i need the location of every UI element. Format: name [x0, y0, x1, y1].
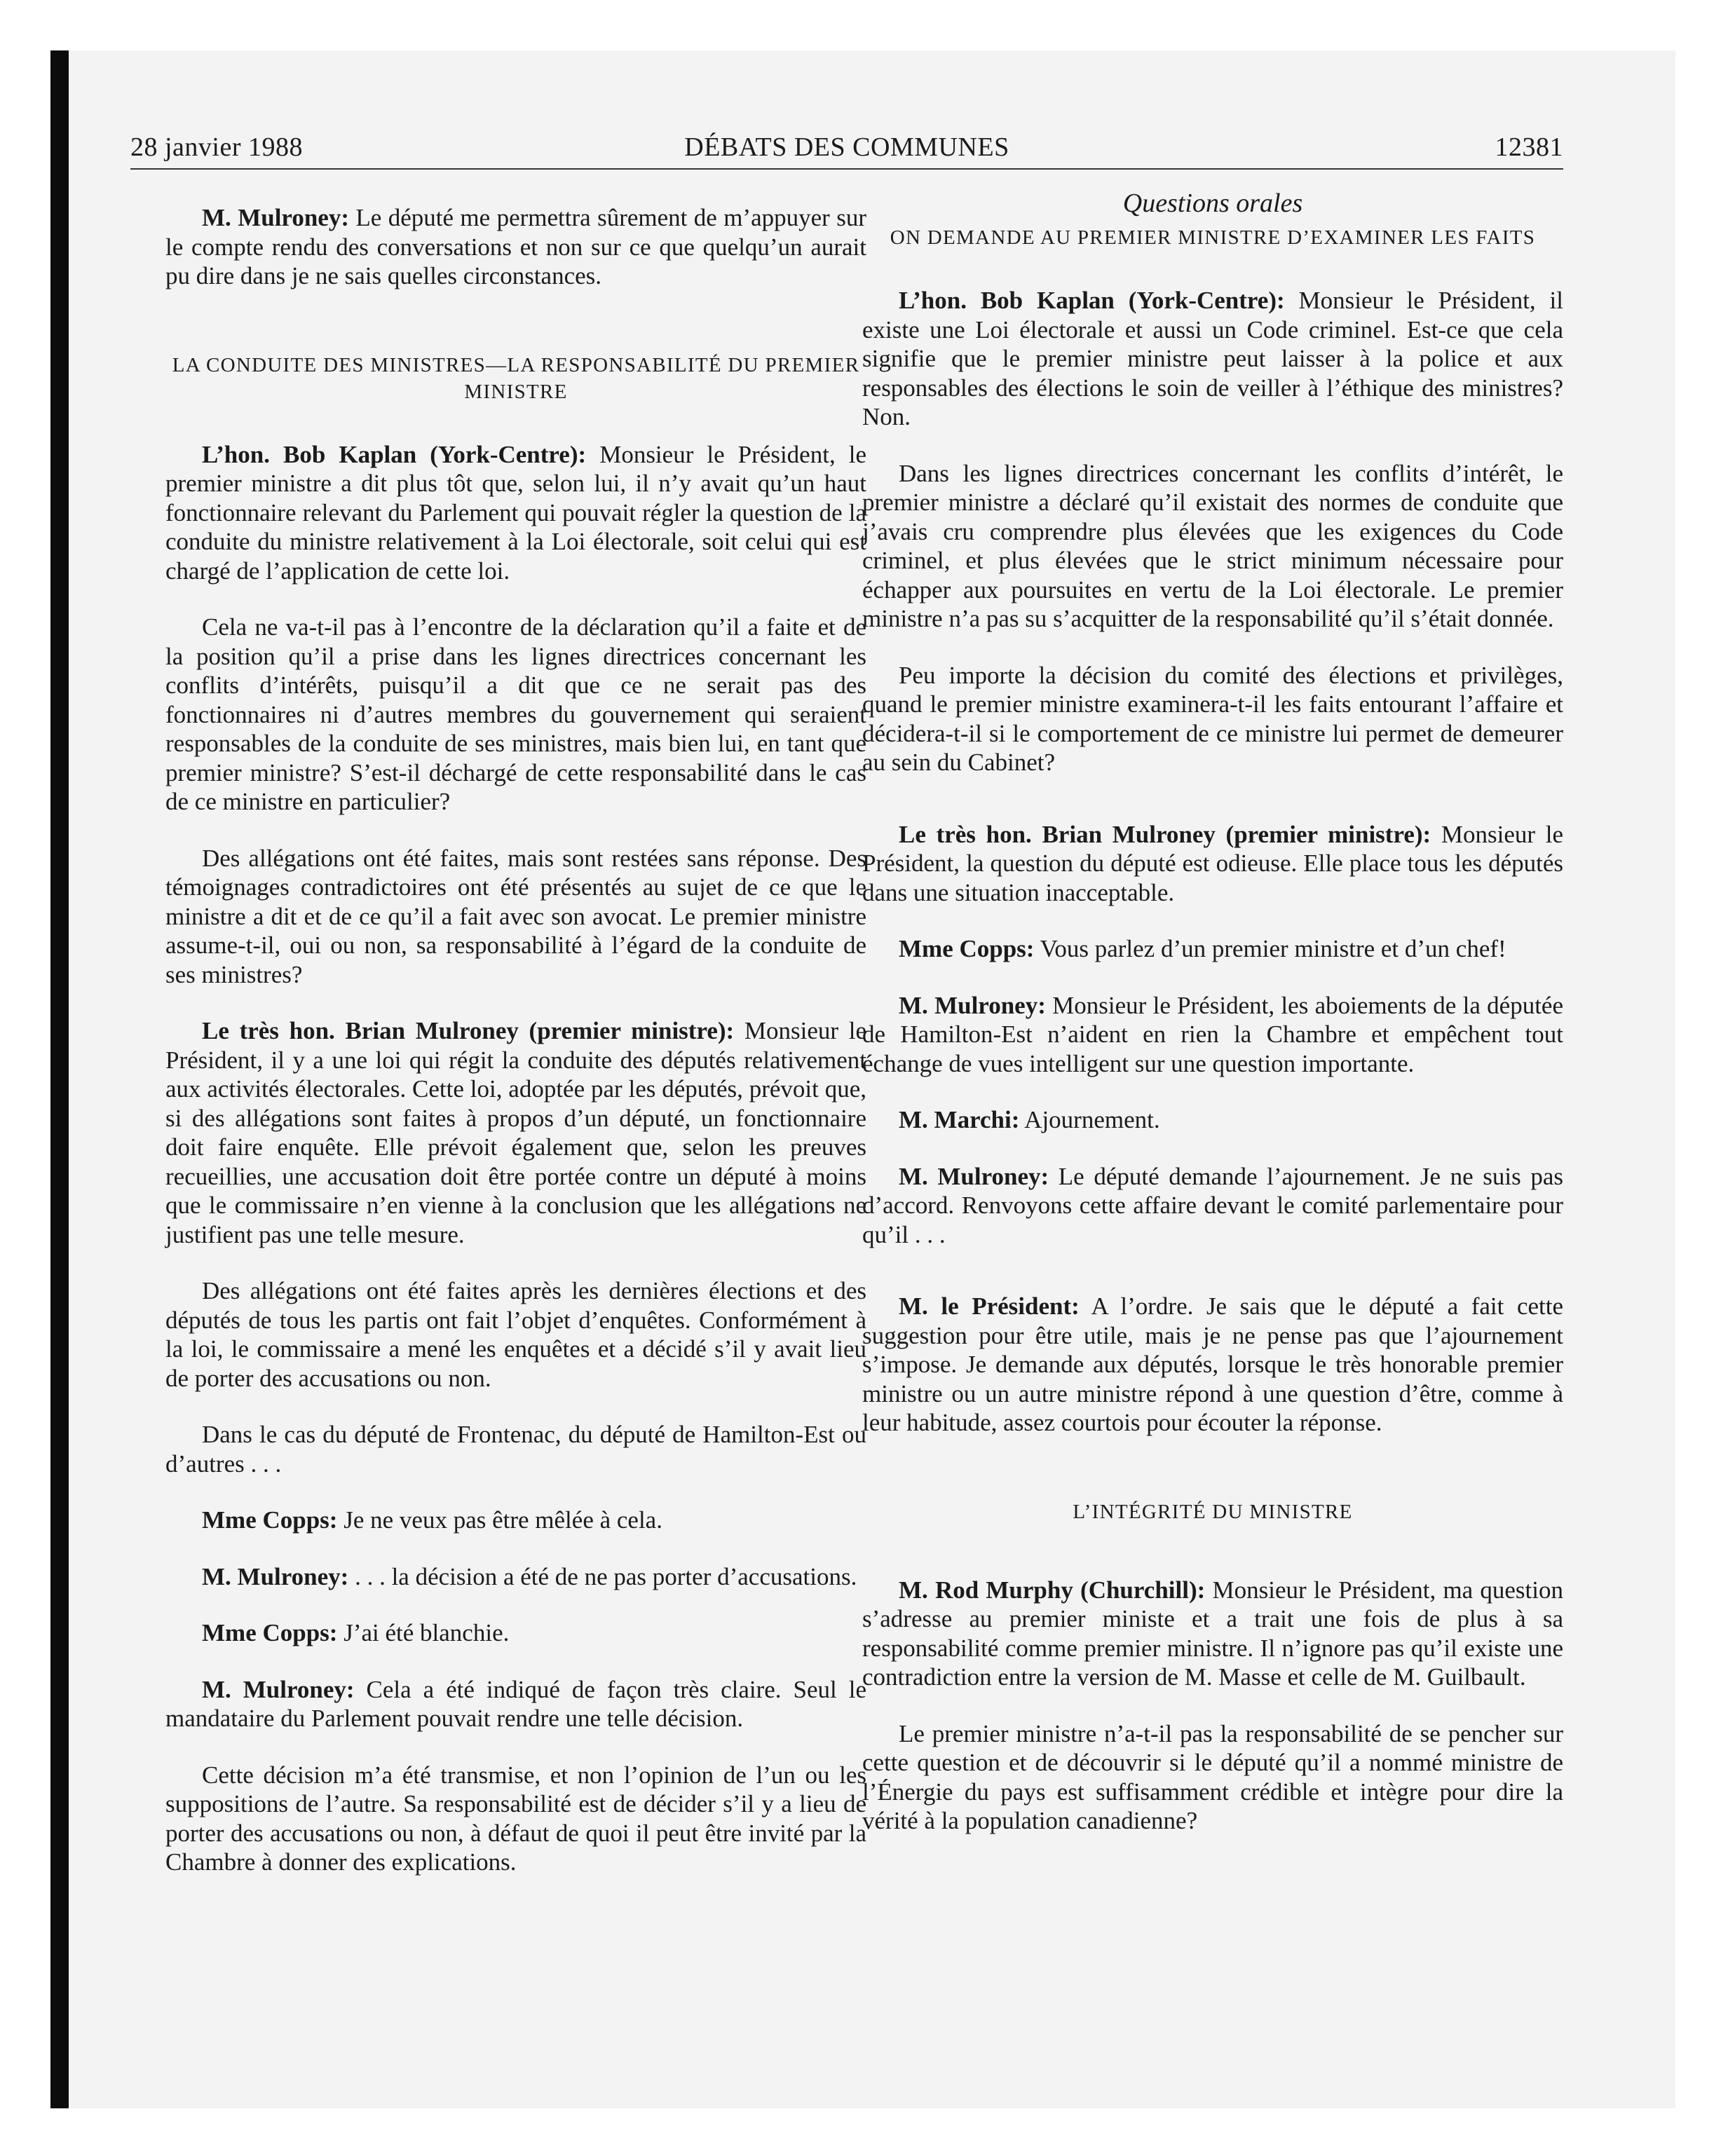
- page-header: [130, 125, 1563, 170]
- speech-text: Monsieur le Président, il y a une loi qui régit la conduite des députés relativement aux activités électorales. Cette loi, adoptée par les députés, prévoit que, si des allégations sont faites à propos d’un député, un fonctionnaire doit faire enquête. Elle prévoit également que, selon les preuves recueillies, une accusation doit être portée contre un député à moins que le commissaire n’en vienne à la conclusion que les allégations ne justifient pas une telle mesure.: [165, 1017, 866, 1248]
- paragraph: Peu importe la décision du comité des élections et privilèges, quand le premier ministre examinera-t-il les faits entourant l’affaire et décidera-t-il si le comportement de ce ministre lui permet de demeurer au sein du Cabinet?: [862, 661, 1563, 776]
- right-column: [862, 188, 1563, 1863]
- speaker-name: M. Mulroney:: [202, 1562, 349, 1590]
- paragraph: Des allégations ont été faites après les dernières élections et des députés de tous les partis ont fait l’objet d’enquêtes. Conformément à la loi, le commissaire a mené les enquêtes et a décidé s’il y avait lieu de porter des accusations ou non.: [165, 1277, 866, 1392]
- section-heading: LA CONDUITE DES MINISTRES—LA RESPONSABILITÉ DU PREMIER MINISTRE: [172, 353, 860, 403]
- speech-text: Monsieur le Président, le premier ministre a dit plus tôt que, selon lui, il n’y avait qu’un haut fonctionnaire relevant du Parlement qui pouvait régler la question de la conduite du ministre relativement à la Loi électorale, soit celui qui est chargé de l’application de cette loi.: [165, 440, 866, 585]
- paragraph: [165, 1618, 866, 1648]
- paragraph: [165, 1506, 866, 1535]
- speaker-name: M. Marchi:: [899, 1106, 1020, 1133]
- speaker-name: Mme Copps:: [202, 1506, 338, 1534]
- speech-text: Vous parlez d’un premier ministre et d’un chef!: [1034, 935, 1506, 962]
- speech-text: Monsieur le Président, ma question s’adresse au premier ministe et a trait une fois de plus à sa responsabilité comme premier ministre. Il n’ignore pas qu’il existe une contradiction entre la version de M. Masse et celle de M. Guilbault.: [862, 1576, 1563, 1691]
- paragraph: [862, 934, 1563, 964]
- paragraph: [862, 1162, 1563, 1250]
- rubric-subhead: Questions orales: [1122, 189, 1303, 218]
- paragraph: Cela ne va-t-il pas à l’encontre de la déclaration qu’il a faite et de la position qu’il a prise dans les lignes directrices concernant les conflits d’intérêts, puisqu’il a dit que ce ne serait pas des fonctionnaires ni d’autres membres du gouvernement qui seraient responsables de la conduite de ses ministres, mais bien lui, en tant que premier ministre? S’est-il déchargé de cette responsabilité dans le cas de ce ministre en particulier?: [165, 613, 866, 815]
- paragraph: [165, 1562, 866, 1592]
- paragraph: [165, 203, 866, 291]
- left-column: [165, 188, 866, 1904]
- speech-text: J’ai été blanchie.: [337, 1619, 510, 1646]
- paragraph: [165, 440, 866, 586]
- paragraph: Le premier ministre n’a-t-il pas la responsabilité de se pencher sur cette question et de découvrir si le député qu’il a nommé ministre de l’Énergie du pays est suffisamment crédible et intègre pour dire la vérité à la population canadienne?: [862, 1719, 1563, 1834]
- paragraph: Dans les lignes directrices concernant les conflits d’intérêt, le premier ministre a déclaré qu’il existait des normes de conduite que j’avais cru comprendre plus élevées que les exigences du Code criminel, et plus élevées que le strict minimum nécessaire pour échapper aux poursuites en vertu de la Loi électorale. Le premier ministre n’a pas su s’acquitter de la responsabilité qu’il s’était donnée.: [862, 459, 1563, 632]
- speech-text: Le député me permettra sûrement de m’appuyer sur le compte rendu des conversations et non sur ce que quelqu’un aurait pu dire dans je ne sais quelles circonstances.: [165, 204, 866, 289]
- speaker-name: L’hon. Bob Kaplan (York-Centre):: [202, 440, 587, 468]
- speech-text: A l’ordre. Je sais que le député a fait cette suggestion pour être utile, mais je ne pense pas que l’ajournement s’impose. Je demande aux députés, lorsque le très honorable premier ministre ou un autre ministre répond à une question d’être, comme à leur habitude, assez courtois pour écouter la réponse.: [862, 1292, 1563, 1436]
- speaker-name: M. Rod Murphy (Churchill):: [899, 1576, 1206, 1604]
- speech-text: Monsieur le Président, les aboiements de la députée de Hamilton-Est n’aident en rien la Chambre et empêchent tout échange de vues intelligent sur une question importante.: [862, 991, 1563, 1077]
- header-title: DÉBATS DES COMMUNES: [684, 132, 1009, 162]
- speech-text: Monsieur le Président, la question du député est odieuse. Elle place tous les députés dans une situation inacceptable.: [862, 820, 1563, 906]
- header-page-number: 12381: [1495, 132, 1563, 162]
- section-heading: ON DEMANDE AU PREMIER MINISTRE D’EXAMINER LES FAITS: [890, 226, 1536, 249]
- speech-text: Je ne veux pas être mêlée à cela.: [337, 1506, 662, 1534]
- paragraph: [862, 991, 1563, 1079]
- speech-text: Cela a été indiqué de façon très claire. Seul le mandataire du Parlement pouvait rendre une telle décision.: [165, 1675, 866, 1732]
- paragraph: Dans le cas du député de Frontenac, du député de Hamilton-Est ou d’autres . . .: [165, 1421, 866, 1478]
- speaker-name: Mme Copps:: [202, 1619, 338, 1646]
- speaker-name: M. Mulroney:: [202, 1675, 355, 1703]
- paragraph: Des allégations ont été faites, mais sont restées sans réponse. Des témoignages contradictoires ont été présentés au sujet de ce que le ministre a dit et de ce qu’il a fait avec son avocat. Le premier ministre assume-t-il, oui ou non, sa responsabilité à l’égard de la conduite de ses ministres?: [165, 844, 866, 988]
- speech-text: Le député demande l’ajournement. Je ne suis pas d’accord. Renvoyons cette affaire devant le comité parlementaire pour qu’il . . .: [862, 1162, 1563, 1248]
- speaker-name: Mme Copps:: [899, 935, 1035, 962]
- scan-binding-edge: [50, 50, 69, 2108]
- paragraph: [862, 1292, 1563, 1438]
- paragraph: [862, 286, 1563, 432]
- section-heading: L’INTÉGRITÉ DU MINISTRE: [1073, 1500, 1353, 1523]
- paragraph: [165, 1016, 866, 1249]
- speaker-name: M. Mulroney:: [899, 991, 1046, 1019]
- speaker-name: Le très hon. Brian Mulroney (premier ministre):: [899, 820, 1431, 848]
- paragraph: Cette décision m’a été transmise, et non l’opinion de l’un ou les suppositions de l’autre. Sa responsabilité est de décider s’il y a lieu de porter des accusations ou non, à défaut de quoi il peut être invité par la Chambre à donner des explications.: [165, 1761, 866, 1876]
- speaker-name: M. Mulroney:: [899, 1162, 1049, 1190]
- speaker-name: M. Mulroney:: [202, 204, 349, 231]
- speaker-name: M. le Président:: [899, 1292, 1080, 1320]
- paragraph: [862, 1105, 1563, 1135]
- speaker-name: Le très hon. Brian Mulroney (premier ministre):: [202, 1017, 735, 1044]
- paragraph: [165, 1675, 866, 1733]
- speech-text: Ajournement.: [1019, 1106, 1160, 1133]
- paragraph: [862, 820, 1563, 908]
- speech-text: Monsieur le Président, il existe une Loi électorale et aussi un Code criminel. Est-ce que cela signifie que le premier ministre peut laisser à la police et aux responsables des élections le soin de veiller à l’éthique des ministres? Non.: [862, 287, 1564, 430]
- speaker-name: L’hon. Bob Kaplan (York-Centre):: [899, 287, 1285, 314]
- header-date: 28 janvier 1988: [130, 132, 304, 162]
- paragraph: [862, 1576, 1563, 1692]
- speech-text: . . . la décision a été de ne pas porter d’accusations.: [348, 1562, 857, 1590]
